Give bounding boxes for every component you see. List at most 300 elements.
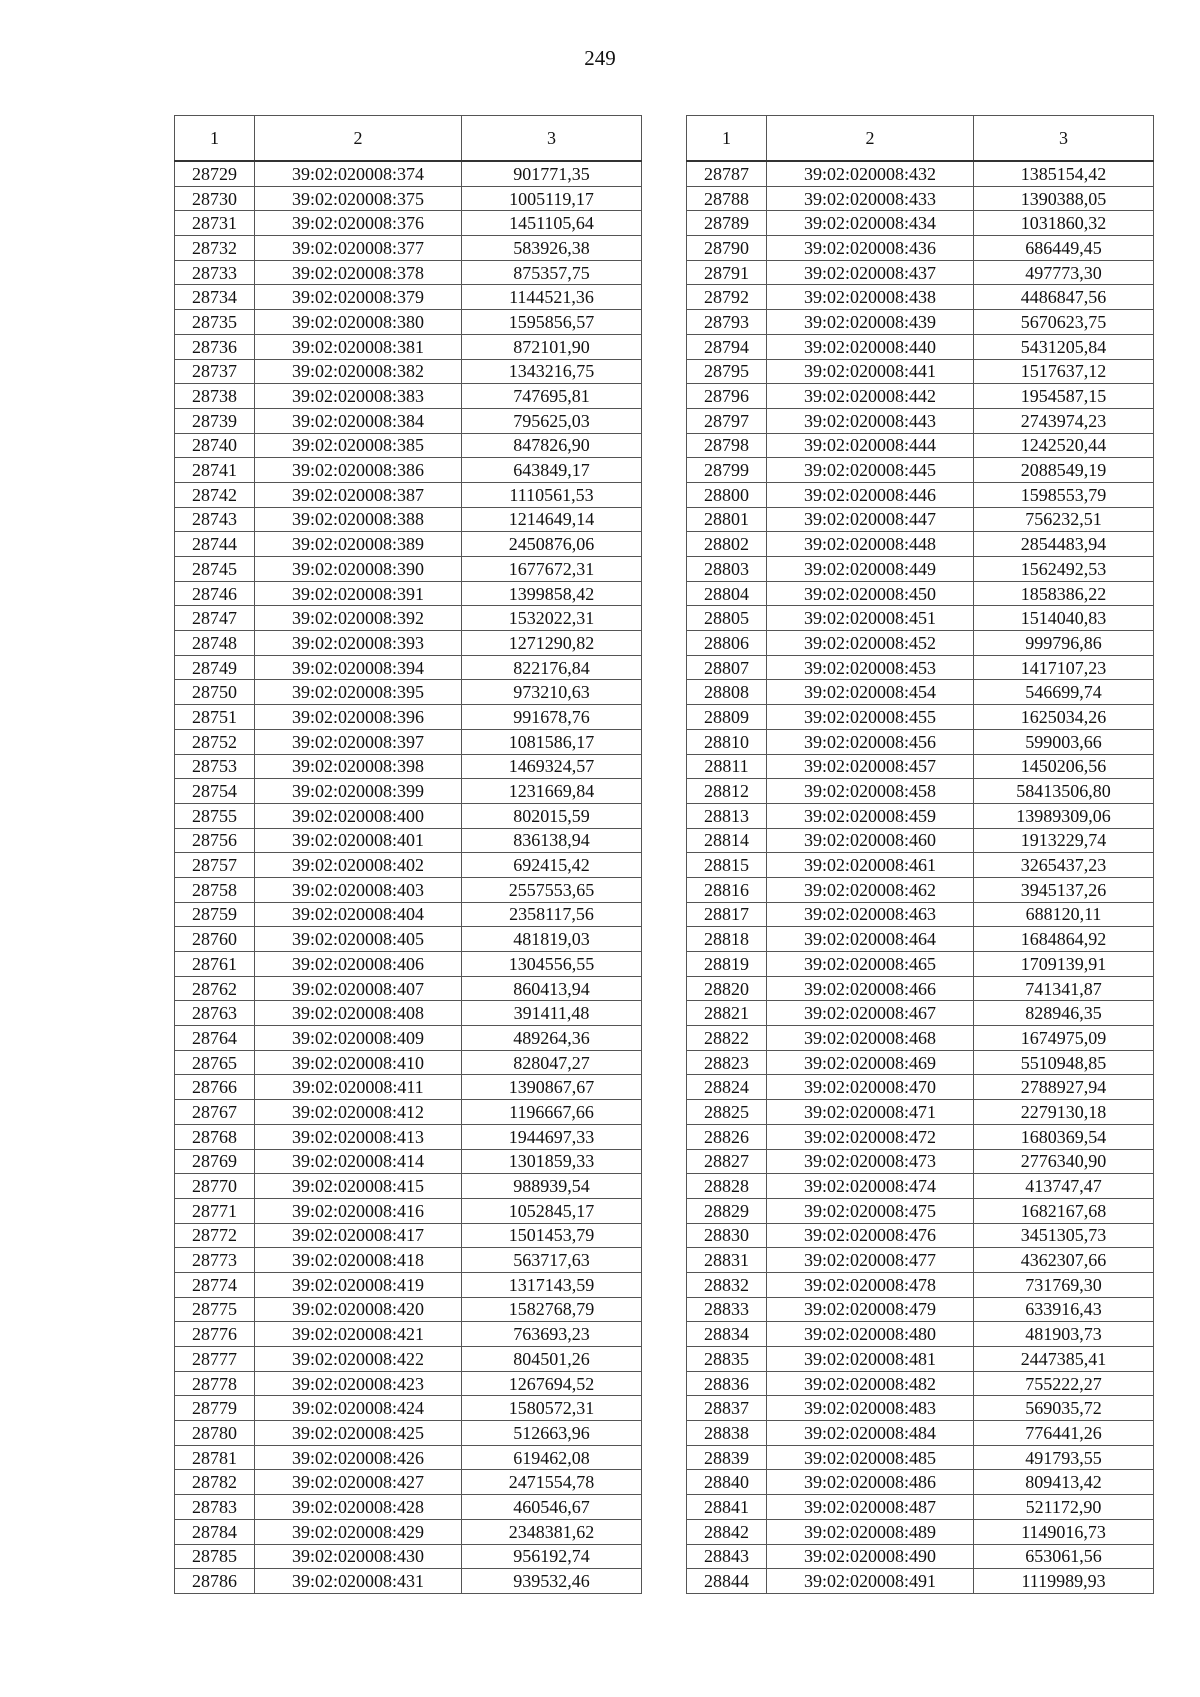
cadastral-number-cell: 39:02:020008:478	[767, 1272, 974, 1297]
value-cell: 1680369,54	[974, 1124, 1154, 1149]
table-row	[687, 1347, 1154, 1372]
row-number-cell: 28785	[175, 1544, 255, 1569]
table-row	[175, 1569, 642, 1594]
cadastral-number-cell: 39:02:020008:452	[767, 631, 974, 656]
row-number-cell: 28801	[687, 507, 767, 532]
cadastral-number-cell: 39:02:020008:433	[767, 186, 974, 211]
row-number-cell: 28809	[687, 705, 767, 730]
table-row	[687, 1075, 1154, 1100]
value-cell: 956192,74	[462, 1544, 642, 1569]
cadastral-number-cell: 39:02:020008:465	[767, 952, 974, 977]
row-number-cell: 28821	[687, 1001, 767, 1026]
row-number-cell: 28830	[687, 1223, 767, 1248]
value-cell: 413747,47	[974, 1174, 1154, 1199]
cadastral-number-cell: 39:02:020008:455	[767, 705, 974, 730]
row-number-cell: 28788	[687, 186, 767, 211]
value-cell: 1343216,75	[462, 359, 642, 384]
row-number-cell: 28756	[175, 828, 255, 853]
cadastral-number-cell: 39:02:020008:441	[767, 359, 974, 384]
cadastral-number-cell: 39:02:020008:477	[767, 1248, 974, 1273]
value-cell: 1110561,53	[462, 482, 642, 507]
table-row	[687, 1519, 1154, 1544]
table-row	[175, 1396, 642, 1421]
row-number-cell: 28762	[175, 976, 255, 1001]
cadastral-number-cell: 39:02:020008:481	[767, 1347, 974, 1372]
table-row	[175, 1297, 642, 1322]
cadastral-number-cell: 39:02:020008:434	[767, 211, 974, 236]
row-number-cell: 28773	[175, 1248, 255, 1273]
cadastral-number-cell: 39:02:020008:469	[767, 1050, 974, 1075]
row-number-cell: 28826	[687, 1124, 767, 1149]
row-number-cell: 28783	[175, 1495, 255, 1520]
cadastral-number-cell: 39:02:020008:448	[767, 532, 974, 557]
table-row	[687, 581, 1154, 606]
row-number-cell: 28760	[175, 927, 255, 952]
cadastral-number-cell: 39:02:020008:419	[255, 1272, 462, 1297]
cadastral-number-cell: 39:02:020008:463	[767, 902, 974, 927]
column-header: 2	[255, 116, 462, 162]
value-cell: 939532,46	[462, 1569, 642, 1594]
value-cell: 747695,81	[462, 384, 642, 409]
value-cell: 2279130,18	[974, 1100, 1154, 1125]
table-row	[687, 1569, 1154, 1594]
value-cell: 1149016,73	[974, 1519, 1154, 1544]
table-row	[687, 828, 1154, 853]
cadastral-number-cell: 39:02:020008:453	[767, 655, 974, 680]
value-cell: 1580572,31	[462, 1396, 642, 1421]
value-cell: 875357,75	[462, 260, 642, 285]
cadastral-number-cell: 39:02:020008:484	[767, 1421, 974, 1446]
cadastral-number-cell: 39:02:020008:400	[255, 803, 462, 828]
row-number-cell: 28768	[175, 1124, 255, 1149]
value-cell: 686449,45	[974, 236, 1154, 261]
cadastral-number-cell: 39:02:020008:454	[767, 680, 974, 705]
row-number-cell: 28736	[175, 334, 255, 359]
cadastral-number-cell: 39:02:020008:459	[767, 803, 974, 828]
row-number-cell: 28810	[687, 729, 767, 754]
row-number-cell: 28817	[687, 902, 767, 927]
value-cell: 973210,63	[462, 680, 642, 705]
cadastral-number-cell: 39:02:020008:440	[767, 334, 974, 359]
table-row	[687, 1322, 1154, 1347]
table-row	[175, 433, 642, 458]
cadastral-number-cell: 39:02:020008:428	[255, 1495, 462, 1520]
value-cell: 563717,63	[462, 1248, 642, 1273]
cadastral-number-cell: 39:02:020008:464	[767, 927, 974, 952]
row-number-cell: 28766	[175, 1075, 255, 1100]
table-row	[687, 877, 1154, 902]
table-row	[687, 754, 1154, 779]
value-cell: 2471554,78	[462, 1470, 642, 1495]
cadastral-number-cell: 39:02:020008:388	[255, 507, 462, 532]
value-cell: 1390867,67	[462, 1075, 642, 1100]
row-number-cell: 28806	[687, 631, 767, 656]
row-number-cell: 28780	[175, 1421, 255, 1446]
cadastral-number-cell: 39:02:020008:442	[767, 384, 974, 409]
cadastral-number-cell: 39:02:020008:395	[255, 680, 462, 705]
row-number-cell: 28752	[175, 729, 255, 754]
cadastral-number-cell: 39:02:020008:467	[767, 1001, 974, 1026]
value-cell: 1954587,15	[974, 384, 1154, 409]
cadastral-number-cell: 39:02:020008:391	[255, 581, 462, 606]
cadastral-number-cell: 39:02:020008:374	[255, 161, 462, 186]
cadastral-number-cell: 39:02:020008:416	[255, 1198, 462, 1223]
value-cell: 755222,27	[974, 1371, 1154, 1396]
row-number-cell: 28770	[175, 1174, 255, 1199]
value-cell: 1582768,79	[462, 1297, 642, 1322]
value-cell: 1532022,31	[462, 606, 642, 631]
cadastral-number-cell: 39:02:020008:457	[767, 754, 974, 779]
cadastral-number-cell: 39:02:020008:399	[255, 779, 462, 804]
table-row	[175, 161, 642, 186]
table-row	[175, 482, 642, 507]
table-row	[687, 1001, 1154, 1026]
value-cell: 991678,76	[462, 705, 642, 730]
value-cell: 2447385,41	[974, 1347, 1154, 1372]
table-row	[687, 1174, 1154, 1199]
cadastral-number-cell: 39:02:020008:444	[767, 433, 974, 458]
column-header: 1	[175, 116, 255, 162]
value-cell: 2776340,90	[974, 1149, 1154, 1174]
table-row	[687, 1371, 1154, 1396]
value-cell: 1517637,12	[974, 359, 1154, 384]
row-number-cell: 28775	[175, 1297, 255, 1322]
cadastral-number-cell: 39:02:020008:432	[767, 161, 974, 186]
row-number-cell: 28758	[175, 877, 255, 902]
row-number-cell: 28792	[687, 285, 767, 310]
cadastral-number-cell: 39:02:020008:480	[767, 1322, 974, 1347]
value-cell: 1625034,26	[974, 705, 1154, 730]
table-row	[687, 1198, 1154, 1223]
cadastral-number-cell: 39:02:020008:404	[255, 902, 462, 927]
value-cell: 731769,30	[974, 1272, 1154, 1297]
cadastral-number-cell: 39:02:020008:462	[767, 877, 974, 902]
cadastral-number-cell: 39:02:020008:378	[255, 260, 462, 285]
value-cell: 741341,87	[974, 976, 1154, 1001]
row-number-cell: 28840	[687, 1470, 767, 1495]
row-number-cell: 28764	[175, 1026, 255, 1051]
row-number-cell: 28825	[687, 1100, 767, 1125]
value-cell: 1301859,33	[462, 1149, 642, 1174]
row-number-cell: 28843	[687, 1544, 767, 1569]
value-cell: 1271290,82	[462, 631, 642, 656]
cadastral-number-cell: 39:02:020008:450	[767, 581, 974, 606]
cadastral-number-cell: 39:02:020008:482	[767, 1371, 974, 1396]
value-cell: 391411,48	[462, 1001, 642, 1026]
table-row	[687, 976, 1154, 1001]
value-cell: 1231669,84	[462, 779, 642, 804]
table-row	[175, 1026, 642, 1051]
cadastral-number-cell: 39:02:020008:458	[767, 779, 974, 804]
row-number-cell: 28842	[687, 1519, 767, 1544]
value-cell: 1267694,52	[462, 1371, 642, 1396]
table-row	[175, 532, 642, 557]
cadastral-number-cell: 39:02:020008:420	[255, 1297, 462, 1322]
row-number-cell: 28820	[687, 976, 767, 1001]
table-row	[175, 1248, 642, 1273]
table-row	[687, 1248, 1154, 1273]
value-cell: 497773,30	[974, 260, 1154, 285]
row-number-cell: 28834	[687, 1322, 767, 1347]
value-cell: 4362307,66	[974, 1248, 1154, 1273]
value-cell: 619462,08	[462, 1445, 642, 1470]
value-cell: 2348381,62	[462, 1519, 642, 1544]
value-cell: 1595856,57	[462, 310, 642, 335]
cadastral-number-cell: 39:02:020008:471	[767, 1100, 974, 1125]
row-number-cell: 28779	[175, 1396, 255, 1421]
row-number-cell: 28805	[687, 606, 767, 631]
cadastral-number-cell: 39:02:020008:489	[767, 1519, 974, 1544]
value-cell: 828946,35	[974, 1001, 1154, 1026]
table-row	[687, 1223, 1154, 1248]
table-row	[175, 334, 642, 359]
cadastral-number-cell: 39:02:020008:491	[767, 1569, 974, 1594]
row-number-cell: 28835	[687, 1347, 767, 1372]
cadastral-number-cell: 39:02:020008:376	[255, 211, 462, 236]
table-row	[687, 557, 1154, 582]
row-number-cell: 28793	[687, 310, 767, 335]
cadastral-number-cell: 39:02:020008:486	[767, 1470, 974, 1495]
table-row	[175, 507, 642, 532]
row-number-cell: 28753	[175, 754, 255, 779]
value-cell: 1317143,59	[462, 1272, 642, 1297]
cadastral-number-cell: 39:02:020008:422	[255, 1347, 462, 1372]
table-row	[175, 1421, 642, 1446]
table-row	[687, 680, 1154, 705]
value-cell: 828047,27	[462, 1050, 642, 1075]
value-cell: 13989309,06	[974, 803, 1154, 828]
table-row	[687, 655, 1154, 680]
cadastral-number-cell: 39:02:020008:412	[255, 1100, 462, 1125]
value-cell: 1119989,93	[974, 1569, 1154, 1594]
value-cell: 4486847,56	[974, 285, 1154, 310]
row-number-cell: 28796	[687, 384, 767, 409]
row-number-cell: 28754	[175, 779, 255, 804]
table-header-row	[175, 116, 642, 162]
table-row	[687, 186, 1154, 211]
row-number-cell: 28798	[687, 433, 767, 458]
table-row	[175, 705, 642, 730]
table-row	[175, 1198, 642, 1223]
table-row	[175, 1322, 642, 1347]
row-number-cell: 28745	[175, 557, 255, 582]
row-number-cell: 28819	[687, 952, 767, 977]
row-number-cell: 28776	[175, 1322, 255, 1347]
row-number-cell: 28816	[687, 877, 767, 902]
row-number-cell: 28831	[687, 1248, 767, 1273]
table-row	[175, 581, 642, 606]
table-row	[687, 1272, 1154, 1297]
value-cell: 1144521,36	[462, 285, 642, 310]
row-number-cell: 28738	[175, 384, 255, 409]
table-row	[687, 1124, 1154, 1149]
table-header-row	[687, 116, 1154, 162]
row-number-cell: 28837	[687, 1396, 767, 1421]
cadastral-number-cell: 39:02:020008:426	[255, 1445, 462, 1470]
value-cell: 1417107,23	[974, 655, 1154, 680]
value-cell: 692415,42	[462, 853, 642, 878]
row-number-cell: 28823	[687, 1050, 767, 1075]
table-row	[687, 902, 1154, 927]
cadastral-number-cell: 39:02:020008:490	[767, 1544, 974, 1569]
cadastral-number-cell: 39:02:020008:401	[255, 828, 462, 853]
row-number-cell: 28761	[175, 952, 255, 977]
row-number-cell: 28828	[687, 1174, 767, 1199]
row-number-cell: 28829	[687, 1198, 767, 1223]
row-number-cell: 28739	[175, 408, 255, 433]
row-number-cell: 28730	[175, 186, 255, 211]
cadastral-number-cell: 39:02:020008:421	[255, 1322, 462, 1347]
value-cell: 58413506,80	[974, 779, 1154, 804]
row-number-cell: 28748	[175, 631, 255, 656]
row-number-cell: 28824	[687, 1075, 767, 1100]
row-number-cell: 28802	[687, 532, 767, 557]
cadastral-number-cell: 39:02:020008:487	[767, 1495, 974, 1520]
value-cell: 460546,67	[462, 1495, 642, 1520]
row-number-cell: 28733	[175, 260, 255, 285]
value-cell: 1944697,33	[462, 1124, 642, 1149]
row-number-cell: 28742	[175, 482, 255, 507]
cadastral-number-cell: 39:02:020008:406	[255, 952, 462, 977]
row-number-cell: 28839	[687, 1445, 767, 1470]
table-row	[687, 1495, 1154, 1520]
cadastral-number-cell: 39:02:020008:456	[767, 729, 974, 754]
table-row	[175, 1495, 642, 1520]
row-number-cell: 28778	[175, 1371, 255, 1396]
value-cell: 795625,03	[462, 408, 642, 433]
cadastral-number-cell: 39:02:020008:466	[767, 976, 974, 1001]
row-number-cell: 28734	[175, 285, 255, 310]
cadastral-number-cell: 39:02:020008:436	[767, 236, 974, 261]
value-cell: 2450876,06	[462, 532, 642, 557]
cadastral-number-cell: 39:02:020008:449	[767, 557, 974, 582]
value-cell: 2088549,19	[974, 458, 1154, 483]
cadastral-number-cell: 39:02:020008:381	[255, 334, 462, 359]
value-cell: 5670623,75	[974, 310, 1154, 335]
row-number-cell: 28818	[687, 927, 767, 952]
row-number-cell: 28757	[175, 853, 255, 878]
table-row	[687, 211, 1154, 236]
table-row	[687, 482, 1154, 507]
table-row	[687, 507, 1154, 532]
cadastral-number-cell: 39:02:020008:384	[255, 408, 462, 433]
cadastral-number-cell: 39:02:020008:394	[255, 655, 462, 680]
cadastral-number-cell: 39:02:020008:392	[255, 606, 462, 631]
cadastral-number-cell: 39:02:020008:446	[767, 482, 974, 507]
cadastral-number-cell: 39:02:020008:383	[255, 384, 462, 409]
cadastral-number-cell: 39:02:020008:473	[767, 1149, 974, 1174]
cadastral-number-cell: 39:02:020008:429	[255, 1519, 462, 1544]
value-cell: 2743974,23	[974, 408, 1154, 433]
row-number-cell: 28791	[687, 260, 767, 285]
cadastral-number-cell: 39:02:020008:443	[767, 408, 974, 433]
value-cell: 5431205,84	[974, 334, 1154, 359]
cadastral-number-cell: 39:02:020008:451	[767, 606, 974, 631]
table-row	[687, 927, 1154, 952]
value-cell: 569035,72	[974, 1396, 1154, 1421]
row-number-cell: 28827	[687, 1149, 767, 1174]
row-number-cell: 28784	[175, 1519, 255, 1544]
value-cell: 491793,55	[974, 1445, 1154, 1470]
value-cell: 1469324,57	[462, 754, 642, 779]
table-row	[687, 1544, 1154, 1569]
table-row	[175, 384, 642, 409]
row-number-cell: 28767	[175, 1100, 255, 1125]
row-number-cell: 28774	[175, 1272, 255, 1297]
row-number-cell: 28790	[687, 236, 767, 261]
table-row	[687, 334, 1154, 359]
cadastral-number-cell: 39:02:020008:485	[767, 1445, 974, 1470]
cadastral-number-cell: 39:02:020008:396	[255, 705, 462, 730]
table-row	[175, 1050, 642, 1075]
value-cell: 1385154,42	[974, 161, 1154, 186]
row-number-cell: 28833	[687, 1297, 767, 1322]
row-number-cell: 28838	[687, 1421, 767, 1446]
value-cell: 1913229,74	[974, 828, 1154, 853]
table-row	[175, 1149, 642, 1174]
table-row	[175, 779, 642, 804]
table-row	[175, 236, 642, 261]
table-row	[175, 1100, 642, 1125]
row-number-cell: 28769	[175, 1149, 255, 1174]
table-row	[175, 458, 642, 483]
value-cell: 5510948,85	[974, 1050, 1154, 1075]
value-cell: 1304556,55	[462, 952, 642, 977]
cadastral-number-cell: 39:02:020008:430	[255, 1544, 462, 1569]
value-cell: 1005119,17	[462, 186, 642, 211]
table-row	[175, 754, 642, 779]
cadastral-number-cell: 39:02:020008:483	[767, 1396, 974, 1421]
row-number-cell: 28782	[175, 1470, 255, 1495]
table-row	[175, 1001, 642, 1026]
table-row	[175, 1544, 642, 1569]
value-cell: 1598553,79	[974, 482, 1154, 507]
row-number-cell: 28841	[687, 1495, 767, 1520]
data-table-left	[174, 115, 642, 1594]
value-cell: 1858386,22	[974, 581, 1154, 606]
value-cell: 688120,11	[974, 902, 1154, 927]
cadastral-number-cell: 39:02:020008:377	[255, 236, 462, 261]
table-row	[687, 532, 1154, 557]
table-row	[687, 260, 1154, 285]
table-row	[175, 877, 642, 902]
table-row	[175, 1124, 642, 1149]
cadastral-number-cell: 39:02:020008:387	[255, 482, 462, 507]
value-cell: 872101,90	[462, 334, 642, 359]
row-number-cell: 28844	[687, 1569, 767, 1594]
row-number-cell: 28765	[175, 1050, 255, 1075]
column-header: 2	[767, 116, 974, 162]
table-row	[687, 631, 1154, 656]
row-number-cell: 28815	[687, 853, 767, 878]
value-cell: 1674975,09	[974, 1026, 1154, 1051]
cadastral-number-cell: 39:02:020008:461	[767, 853, 974, 878]
cadastral-number-cell: 39:02:020008:408	[255, 1001, 462, 1026]
value-cell: 489264,36	[462, 1026, 642, 1051]
value-cell: 3265437,23	[974, 853, 1154, 878]
cadastral-number-cell: 39:02:020008:427	[255, 1470, 462, 1495]
row-number-cell: 28743	[175, 507, 255, 532]
table-row	[687, 236, 1154, 261]
table-row	[175, 1347, 642, 1372]
row-number-cell: 28787	[687, 161, 767, 186]
value-cell: 999796,86	[974, 631, 1154, 656]
value-cell: 481903,73	[974, 1322, 1154, 1347]
table-row	[175, 803, 642, 828]
table-row	[175, 1470, 642, 1495]
value-cell: 1562492,53	[974, 557, 1154, 582]
value-cell: 1081586,17	[462, 729, 642, 754]
